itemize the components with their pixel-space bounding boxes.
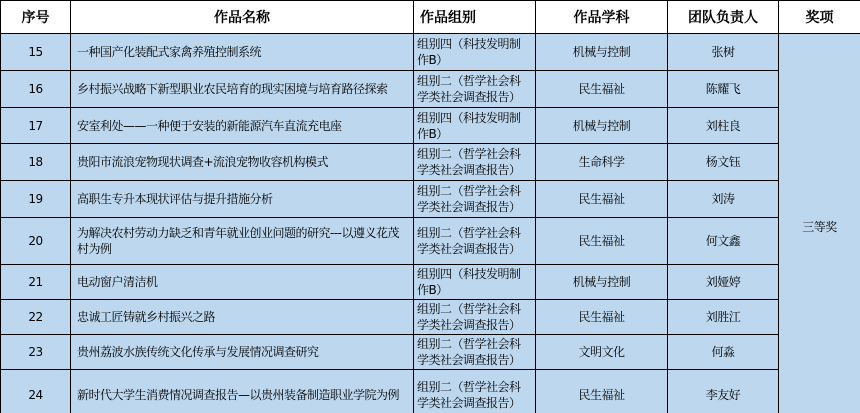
cell-no: 15 [1,34,71,71]
cell-group: 组别二（哲学社会科学类社会调查报告） [414,370,536,413]
cell-name: 忠诚工匠铸就乡村振兴之路 [71,300,414,335]
column-header-subject: 作品学科 [536,1,668,34]
cell-subject: 民生福祉 [536,300,668,335]
cell-group: 组别四（科技发明制作B） [414,108,536,144]
cell-no: 17 [1,108,71,144]
cell-subject: 机械与控制 [536,265,668,300]
table-row [1,71,860,108]
cell-name: 高职生专升本现状评估与提升措施分析 [71,181,414,218]
table-row [1,300,860,335]
cell-no: 20 [1,218,71,265]
cell-name: 安室利处——一种便于安装的新能源汽车直流充电座 [71,108,414,144]
cell-no: 21 [1,265,71,300]
cell-name: 电动窗户清洁机 [71,265,414,300]
cell-group: 组别二（哲学社会科学类社会调查报告） [414,71,536,108]
cell-subject: 机械与控制 [536,34,668,71]
table-row [1,335,860,370]
cell-leader: 李友好 [668,370,779,413]
cell-group: 组别二（哲学社会科学类社会调查报告） [414,335,536,370]
cell-subject: 文明文化 [536,335,668,370]
cell-no: 22 [1,300,71,335]
cell-leader: 陈耀飞 [668,71,779,108]
cell-no: 16 [1,71,71,108]
cell-group: 组别二（哲学社会科学类社会调查报告） [414,218,536,265]
table-row [1,181,860,218]
cell-name: 为解决农村劳动力缺乏和青年就业创业问题的研究---以遵义花茂村为例 [71,218,414,265]
cell-subject: 生命科学 [536,144,668,181]
column-header-name: 作品名称 [71,1,414,34]
cell-subject: 民生福祉 [536,181,668,218]
table-header-row [1,1,860,34]
cell-subject: 民生福祉 [536,71,668,108]
table-row [1,370,860,413]
cell-leader: 何淼 [668,335,779,370]
cell-leader: 何文鑫 [668,218,779,265]
table-row [1,144,860,181]
cell-name: 一种国产化装配式家禽养殖控制系统 [71,34,414,71]
cell-leader: 张树 [668,34,779,71]
cell-group: 组别四（科技发明制作B） [414,34,536,71]
cell-leader: 刘柱良 [668,108,779,144]
cell-group: 组别四（科技发明制作B） [414,265,536,300]
cell-subject: 机械与控制 [536,108,668,144]
cell-leader: 刘娅婷 [668,265,779,300]
cell-name: 贵州荔波水族传统文化传承与发展情况调查研究 [71,335,414,370]
column-header-leader: 团队负责人 [668,1,779,34]
cell-group: 组别二（哲学社会科学类社会调查报告） [414,300,536,335]
column-header-award: 奖项 [779,1,860,34]
column-header-group: 作品组别 [414,1,536,34]
cell-group: 组别二（哲学社会科学类社会调查报告） [414,181,536,218]
table-row [1,265,860,300]
cell-no: 24 [1,370,71,413]
cell-award-merged: 三等奖 [779,34,860,413]
table-row [1,34,860,71]
cell-subject: 民生福祉 [536,370,668,413]
cell-no: 23 [1,335,71,370]
cell-leader: 杨文钰 [668,144,779,181]
table-row [1,218,860,265]
cell-leader: 刘胜江 [668,300,779,335]
cell-no: 18 [1,144,71,181]
cell-name: 贵阳市流浪宠物现状调查+流浪宠物收容机构模式 [71,144,414,181]
table-row [1,108,860,144]
cell-name: 乡村振兴战略下新型职业农民培育的现实困境与培育路径探索 [71,71,414,108]
column-header-no: 序号 [1,1,71,34]
cell-group: 组别二（哲学社会科学类社会调查报告） [414,144,536,181]
cell-name: 新时代大学生消费情况调查报告—以贵州装备制造职业学院为例 [71,370,414,413]
cell-leader: 刘涛 [668,181,779,218]
cell-no: 19 [1,181,71,218]
cell-subject: 民生福祉 [536,218,668,265]
